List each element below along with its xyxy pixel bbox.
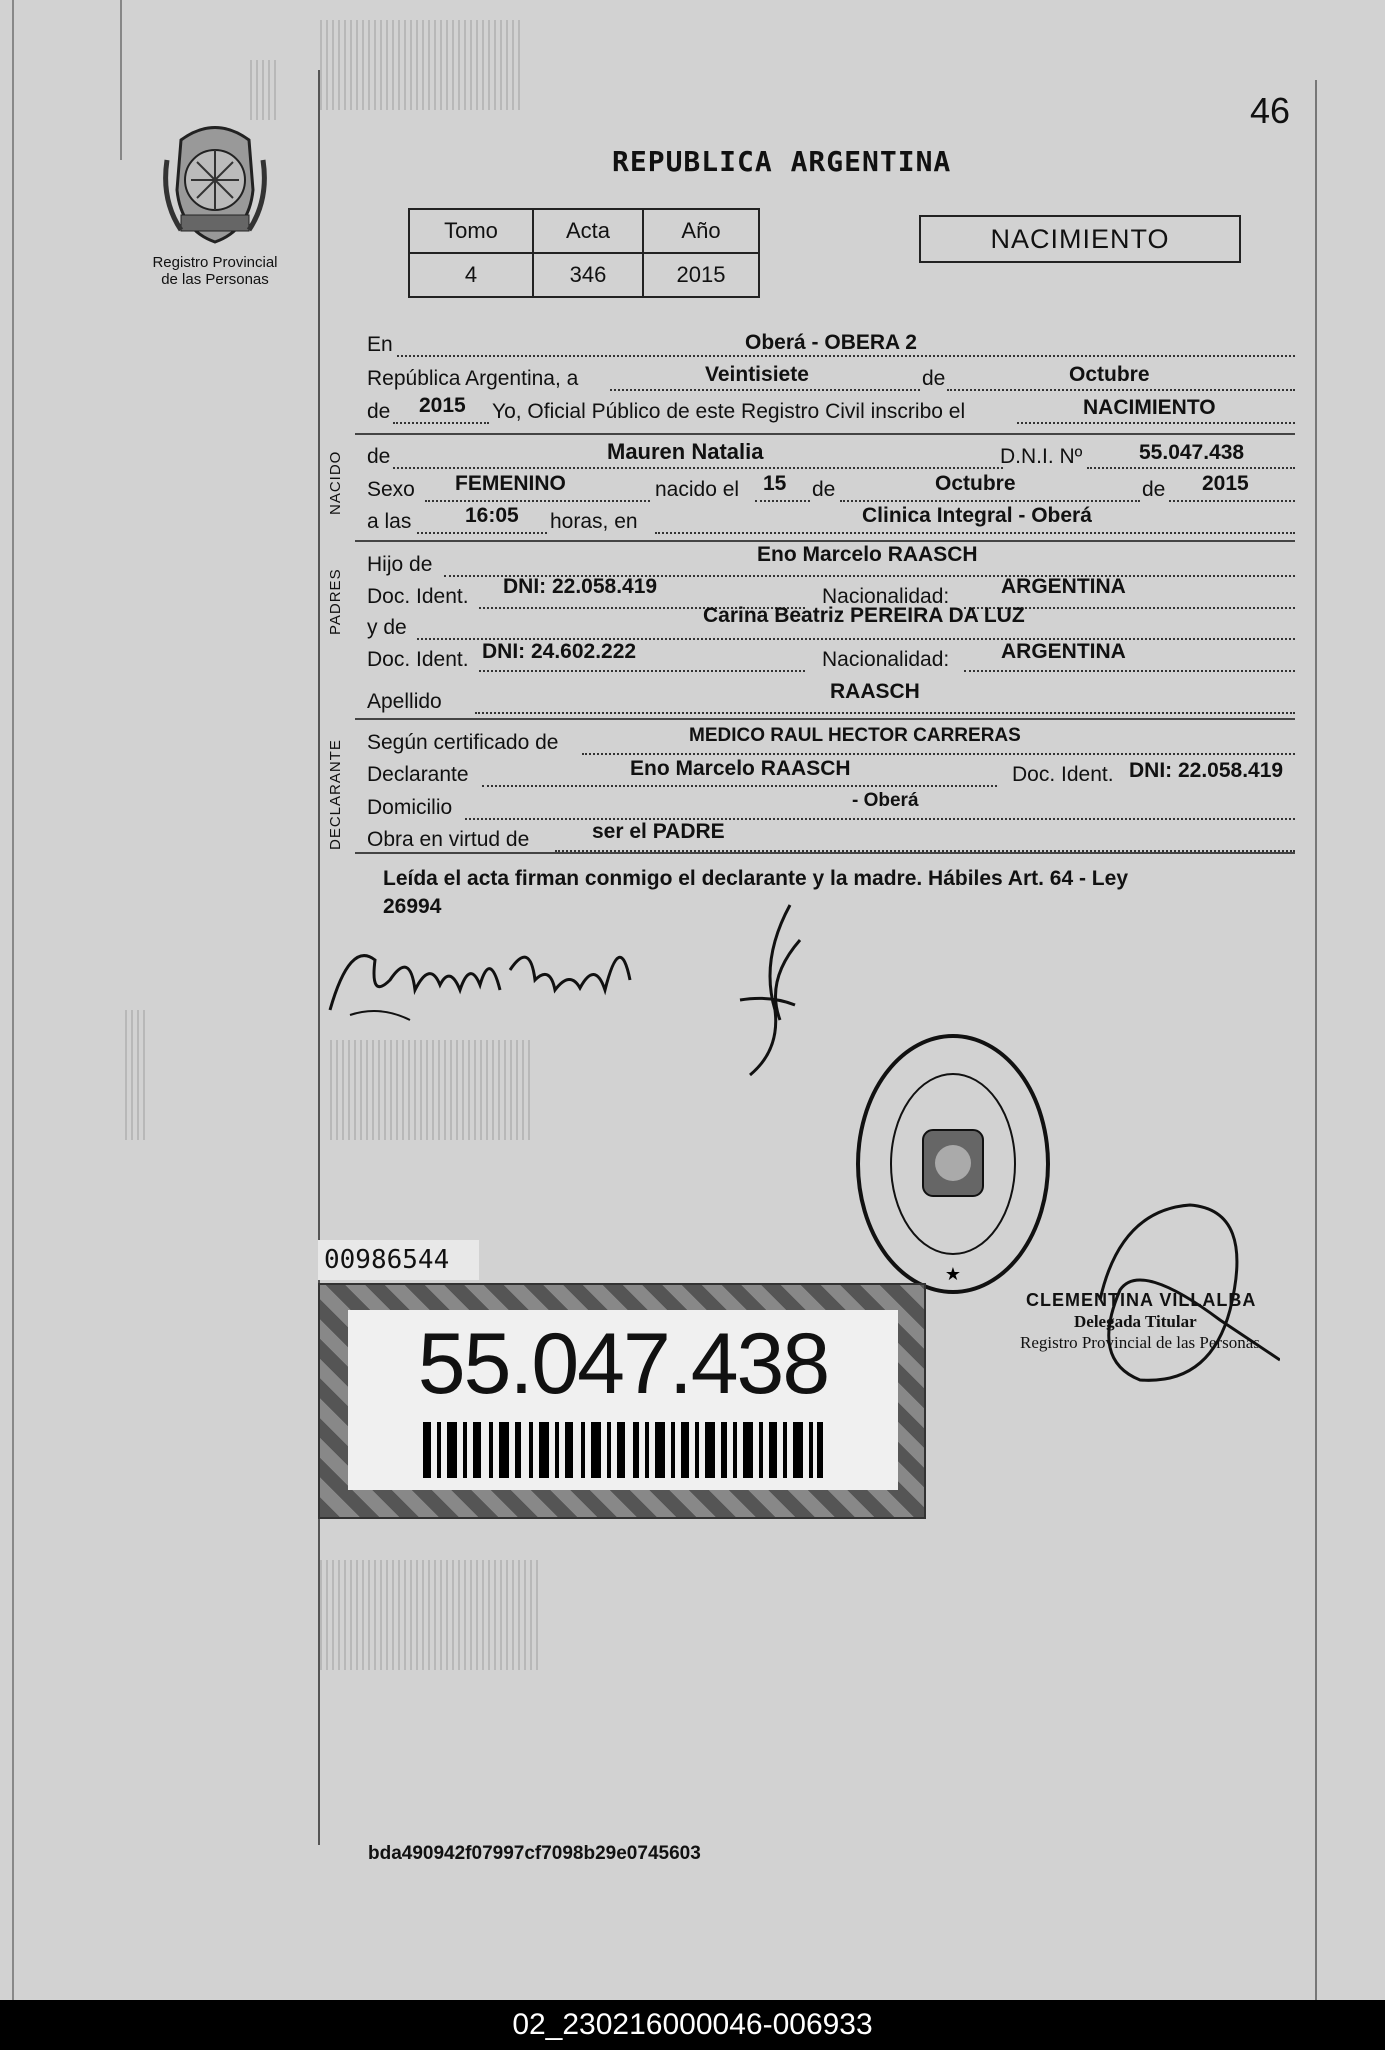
- label-horas-en: horas, en: [550, 510, 638, 533]
- page-title: REPUBLICA ARGENTINA: [612, 145, 952, 178]
- header-acta: Acta: [533, 209, 643, 253]
- label-nac-madre: Nacionalidad:: [822, 648, 950, 671]
- row-madre-doc: [367, 640, 1295, 678]
- label-de4: de: [1142, 478, 1166, 501]
- seal-icon: [853, 1030, 1053, 1298]
- value-certificado: MEDICO RAUL HECTOR CARRERAS: [689, 725, 1021, 746]
- label-apellido: Apellido: [367, 690, 442, 713]
- scan-artifact: [320, 1560, 540, 1670]
- official-block: [1010, 1290, 1310, 1353]
- label-nacido: NACIDO: [327, 450, 344, 515]
- label-nac-padre: Nacionalidad:: [822, 585, 950, 608]
- value-dia: Veintisiete: [705, 363, 809, 386]
- value-anio: 2015: [643, 253, 759, 297]
- left-edge-line: [12, 0, 14, 2000]
- row-anio: [367, 394, 1295, 430]
- record-table: [408, 208, 760, 298]
- official-org: Registro Provincial de las Personas: [1020, 1333, 1260, 1352]
- label-doc-declarante: Doc. Ident.: [1012, 763, 1114, 786]
- value-inscribo: NACIMIENTO: [1083, 396, 1216, 419]
- label-de3: de: [812, 478, 836, 501]
- row-hora: [367, 504, 1295, 540]
- label-certificado: Según certificado de: [367, 731, 559, 754]
- value-nacido-dia: 15: [763, 472, 787, 495]
- logo-caption-line2: de las Personas: [161, 271, 269, 288]
- value-en: Oberá - OBERA 2: [745, 331, 917, 354]
- closing-note: [383, 865, 1283, 921]
- value-mes: Octubre: [1069, 363, 1150, 386]
- value-madre-doc: DNI: 24.602.222: [482, 640, 637, 663]
- header-anio: Año: [643, 209, 759, 253]
- row-en: [367, 333, 1295, 363]
- value-obra: ser el PADRE: [592, 820, 725, 843]
- row-nombre: [367, 439, 1295, 475]
- label-de: de: [922, 367, 946, 390]
- footer-id: 02_230216000046-006933: [0, 2000, 1385, 2050]
- official-signature: [720, 900, 820, 1080]
- barcode-icon: [423, 1422, 823, 1478]
- official-role: Delegada Titular: [1074, 1312, 1197, 1331]
- value-nombre: Mauren Natalia: [607, 439, 764, 464]
- label-alas: a las: [367, 510, 412, 533]
- value-madre: Carina Beatriz PEREIRA DA LUZ: [703, 604, 1025, 627]
- barcode-inner: [348, 1310, 898, 1490]
- section-separator: [355, 852, 1295, 854]
- closing-note-line1: Leída el acta firman conmigo el declarante y la madre. Hábiles Art. 64 - Ley: [383, 867, 1128, 890]
- label-nombre: de: [367, 445, 391, 468]
- row-apellido: [367, 680, 1295, 720]
- label-nacido-el: nacido el: [655, 478, 740, 501]
- label-en: En: [367, 333, 393, 356]
- label-padres: PADRES: [327, 568, 344, 635]
- label-domicilio: Domicilio: [367, 796, 453, 819]
- barcode-number: 55.047.438: [417, 1316, 829, 1412]
- header-tomo: Tomo: [409, 209, 533, 253]
- label-yo: Yo, Oficial Público de este Registro Civil inscribo el: [492, 400, 966, 423]
- registry-seal: [853, 1030, 1053, 1298]
- row-republica: [367, 363, 1295, 397]
- official-name: CLEMENTINA VILLALBA: [1026, 1290, 1257, 1310]
- svg-text:★: ★: [944, 1264, 962, 1285]
- section-separator: [355, 540, 1295, 542]
- label-doc-padre: Doc. Ident.: [367, 585, 469, 608]
- value-domicilio: - Oberá: [852, 790, 919, 811]
- value-lugar: Clinica Integral - Oberá: [862, 504, 1092, 527]
- label-yde: y de: [367, 616, 407, 639]
- right-edge-line: [1315, 80, 1317, 2005]
- value-anio: 2015: [419, 394, 466, 417]
- section-separator: [355, 718, 1295, 720]
- scan-line: [120, 0, 122, 160]
- declarant-signature: [320, 920, 650, 1030]
- barcode-label: [318, 1283, 926, 1519]
- value-madre-nac: ARGENTINA: [1001, 640, 1126, 663]
- row-domicilio: [367, 790, 1295, 826]
- label-obra: Obra en virtud de: [367, 828, 530, 851]
- logo-caption-line1: Registro Provincial: [152, 254, 278, 271]
- section-separator: [355, 433, 1295, 435]
- coat-of-arms-icon: [161, 120, 269, 246]
- record-type-box: NACIMIENTO: [919, 215, 1241, 263]
- document-hash: bda490942f07997cf7098b29e0745603: [368, 1843, 701, 1864]
- value-dni: 55.047.438: [1139, 441, 1245, 464]
- value-acta: 346: [533, 253, 643, 297]
- value-apellido: RAASCH: [830, 680, 920, 703]
- label-doc-madre: Doc. Ident.: [367, 648, 469, 671]
- scan-artifact: [250, 60, 280, 120]
- label-republica: República Argentina, a: [367, 367, 579, 390]
- value-nacido-anio: 2015: [1202, 472, 1249, 495]
- row-declarante: [367, 757, 1295, 793]
- value-declarante-doc: DNI: 22.058.419: [1129, 759, 1284, 782]
- scan-artifact: [330, 1040, 530, 1140]
- label-de2: de: [367, 400, 391, 423]
- label-sexo: Sexo: [367, 478, 415, 501]
- closing-note-line2: 26994: [383, 895, 442, 918]
- value-padre: Eno Marcelo RAASCH: [757, 543, 978, 566]
- value-declarante: Eno Marcelo RAASCH: [630, 757, 851, 780]
- serial-stub: 00986544: [318, 1240, 479, 1280]
- label-hijo: Hijo de: [367, 553, 433, 576]
- value-padre-nac: ARGENTINA: [1001, 575, 1126, 598]
- scan-artifact: [320, 20, 520, 110]
- label-dni: D.N.I. Nº: [1000, 445, 1083, 468]
- label-declarante: DECLARANTE: [327, 739, 344, 850]
- registry-logo: [145, 120, 285, 288]
- value-hora: 16:05: [465, 504, 519, 527]
- value-nacido-mes: Octubre: [935, 472, 1016, 495]
- value-sexo: FEMENINO: [455, 472, 566, 495]
- value-tomo: 4: [409, 253, 533, 297]
- page-number: 46: [1250, 90, 1291, 131]
- label-declarante-field: Declarante: [367, 763, 469, 786]
- scan-artifact: [125, 1010, 145, 1140]
- value-padre-doc: DNI: 22.058.419: [503, 575, 658, 598]
